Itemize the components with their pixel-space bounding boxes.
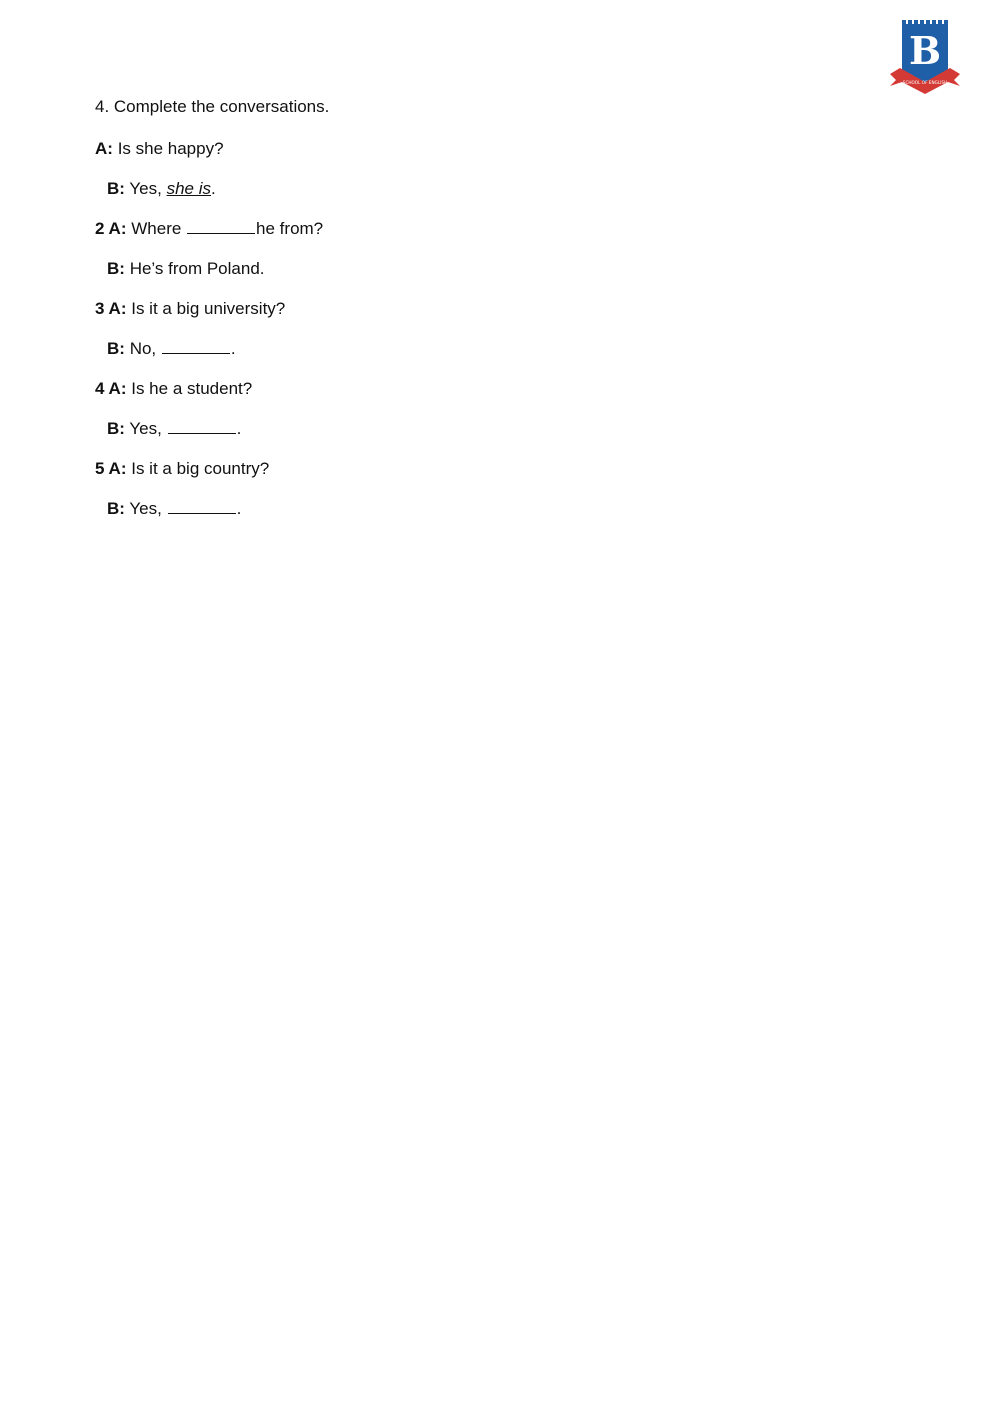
item-3-answer (107, 339, 236, 359)
item-5-question (95, 459, 269, 479)
speaker-b-label: B: (107, 179, 125, 198)
school-logo (888, 16, 964, 98)
answer-blank[interactable] (168, 499, 236, 514)
item-2-question (95, 219, 323, 239)
answer-blank[interactable] (162, 339, 230, 354)
answer-text: Yes, (129, 499, 162, 518)
item-5-answer (107, 499, 241, 519)
answer-text: Yes, (129, 179, 162, 198)
answer-end: . (236, 499, 242, 518)
item-4-question (95, 379, 252, 399)
answer-text: Yes, (129, 419, 162, 438)
answer-text: He’s from Poland. (129, 259, 265, 278)
answer-text: No, (129, 339, 157, 358)
speaker-a-label: 4 A: (95, 379, 127, 398)
speaker-b-label: B: (107, 259, 125, 278)
speaker-a-label: 3 A: (95, 299, 127, 318)
logo-letter: B (908, 28, 942, 73)
answer-end: . (230, 339, 236, 358)
speaker-a-label: A: (95, 139, 113, 158)
speaker-a-label: 2 A: (95, 219, 127, 238)
exercise-title: 4. Complete the conversations. (95, 97, 330, 116)
question-text: Is it a big university? (131, 299, 286, 318)
item-3-question (95, 299, 285, 319)
item-1-answer (107, 179, 216, 199)
question-text: Is it a big country? (131, 459, 270, 478)
answer-end: . (236, 419, 242, 438)
speaker-a-label: 5 A: (95, 459, 127, 478)
item-4-answer (107, 419, 241, 439)
answer-blank[interactable] (168, 419, 236, 434)
answer-end: . (211, 179, 216, 198)
logo-ribbon-text: SCHOOL OF ENGLISH (902, 80, 948, 85)
question-text-post: he from? (256, 219, 324, 238)
example-answer: she is (166, 179, 211, 198)
speaker-b-label: B: (107, 419, 125, 438)
speaker-b-label: B: (107, 499, 125, 518)
question-text-pre: Where (131, 219, 182, 238)
item-1-question (95, 139, 224, 159)
item-2-answer (107, 259, 265, 279)
question-text: Is he a student? (131, 379, 253, 398)
question-text: Is she happy? (117, 139, 224, 158)
answer-blank[interactable] (187, 219, 255, 234)
speaker-b-label: B: (107, 339, 125, 358)
